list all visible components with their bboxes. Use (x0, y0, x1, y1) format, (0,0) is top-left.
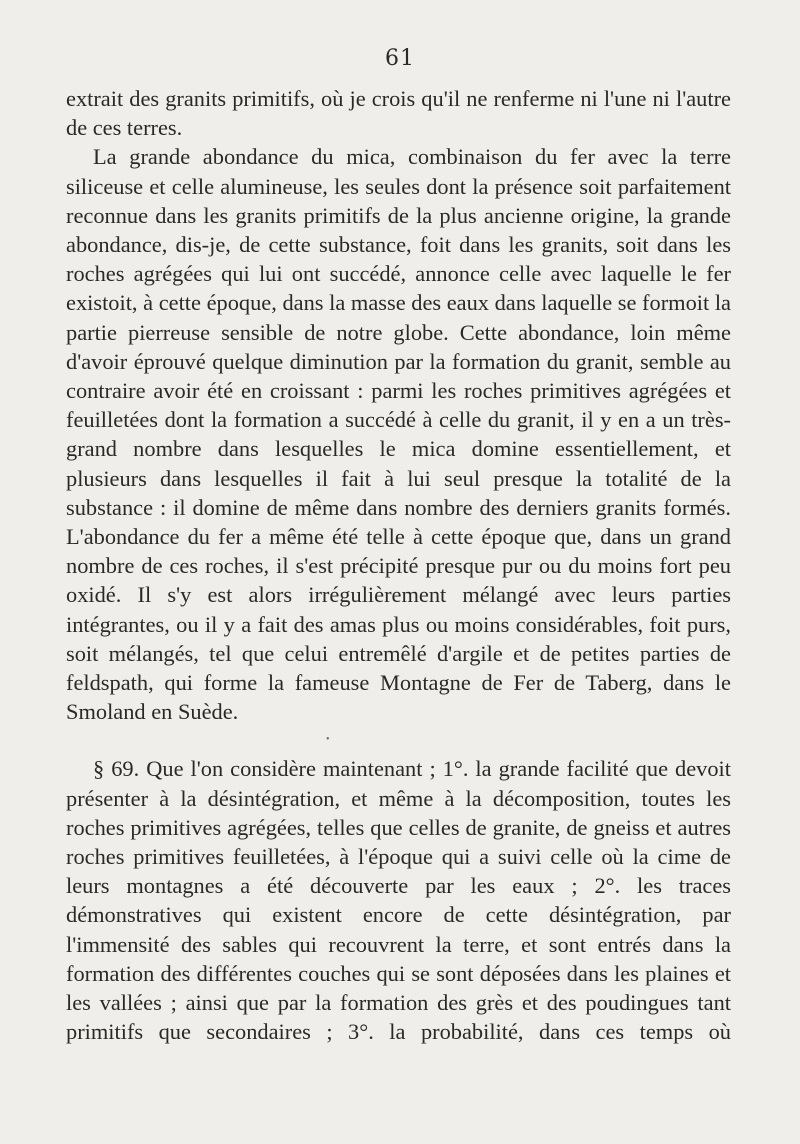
paragraph-section-69: § 69. Que l'on considère maintenant ; 1°. la grande facilité que devoit présenter à la désintégration, et même à la décomposition, toutes les roches primitives agrégées, telles que celles de granite, de gneiss et autres roches primitives feuilletées, à l'époque qui a suivi celle où la cime de leurs montagnes a été découverte par les eaux ; 2°. les traces démonstratives qui existent encore de cette désintégration, par l'immensité des sables qui recouvrent la terre, et sont entrés dans la formation des différentes couches qui se sont déposées dans les plaines et les vallées ; ainsi que par la formation des grès et des poudingues tant primitifs que secondaires ; 3°. la probabilité, dans ces temps où (66, 756, 731, 1045)
paragraph-mica: La grande abondance du mica, combinaison du fer avec la terre siliceuse et celle alumineuse, les seules dont la présence soit parfaitement reconnue dans les granits primitifs de la plus ancienne origine, la grande abondance, dis-je, de cette substance, foit dans les granits, soit dans les roches agrégées qui lui ont succédé, annonce celle avec laquelle le fer existoit, à cette époque, dans la masse des eaux dans laquelle se formoit la partie pierreuse sensible de notre globe. Cette abondance, loin même d'avoir éprouvé quelque diminution par la formation du granit, semble au contraire avoir été en croissant : parmi les roches primitives agrégées et feuilletées dont la formation a succédé à celle du granit, il y en a un très-grand nombre dans lesquelles le mica domine essentiellement, et plusieurs dans lesquelles il fait à lui seul presque la totalité de la substance : il domine de même dans nombre des derniers granits formés. L'abondance du fer a même été telle à cette époque que, dans un grand nombre de ces roches, il s'est précipité presque pur ou du moins fort peu oxidé. Il s'y est alors irrégulièrement mélangé avec leurs parties intégrantes, ou il y a fait des amas plus ou moins considérables, foit purs, soit mélangés, tel que celui entremêlé d'argile et de petites parties de feldspath, qui forme la fameuse Montagne de Fer de Taberg, dans le Smoland en Suède. (66, 144, 731, 725)
page-number: 61 (385, 46, 415, 71)
paragraph-continuation: extrait des granits primitifs, où je crois qu'il ne renferme ni l'une ni l'autre de ces terres. (66, 86, 731, 141)
page-text (66, 84, 731, 1047)
ornament-mark: • (326, 734, 330, 746)
